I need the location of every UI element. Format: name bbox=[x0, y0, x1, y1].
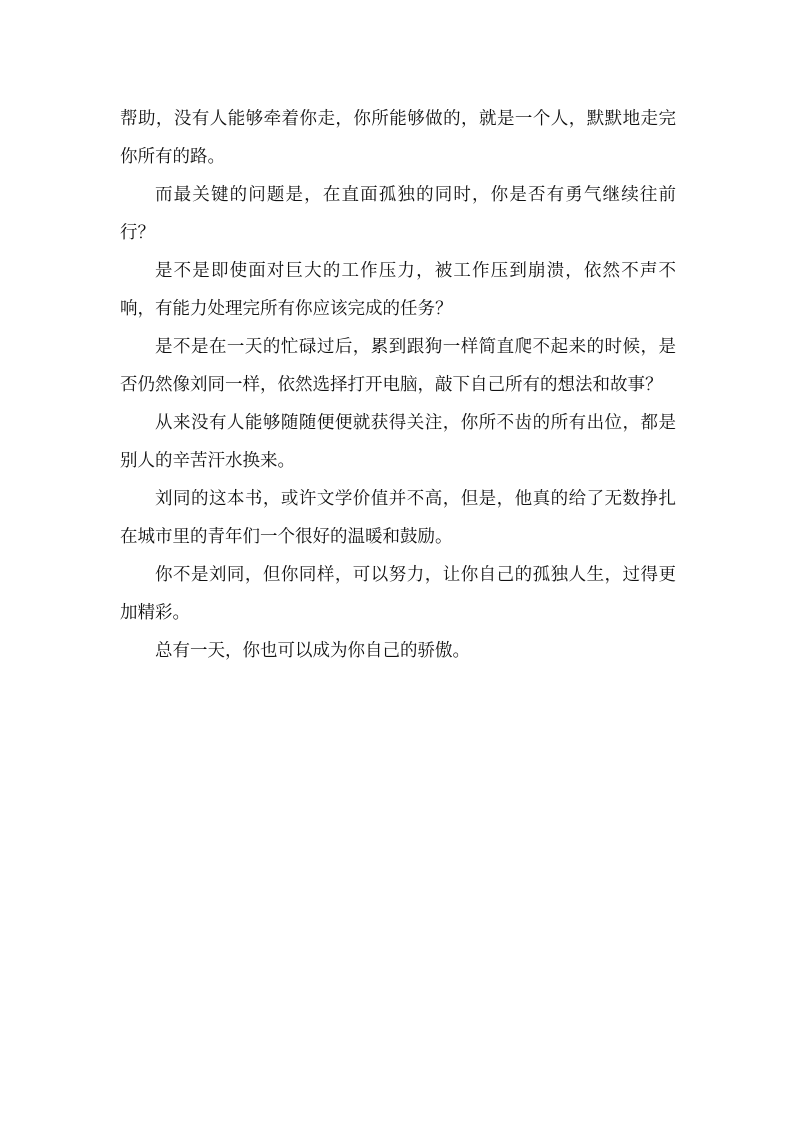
paragraph-closing: 总有一天，你也可以成为你自己的骄傲。 bbox=[155, 641, 470, 661]
document-body bbox=[120, 100, 676, 670]
paragraph: 刘同的这本书，或许文学价值并不高，但是，他真的给了无数挣扎在城市里的青年们一个很好的温暖和鼓励。 bbox=[120, 489, 676, 547]
paragraph: 你不是刘同，但你同样，可以努力，让你自己的孤独人生，过得更加精彩。 bbox=[120, 565, 676, 623]
paragraph-continued: 帮助，没有人能够牵着你走，你所能够做的，就是一个人，默默地走完你所有的路。 bbox=[120, 109, 676, 167]
paragraph: 是不是在一天的忙碌过后，累到跟狗一样简直爬不起来的时候，是否仍然像刘同一样，依然选择打开电脑，敲下自己所有的想法和故事？ bbox=[120, 337, 676, 395]
paragraph: 是不是即使面对巨大的工作压力，被工作压到崩溃，依然不声不响，有能力处理完所有你应该完成的任务？ bbox=[120, 261, 676, 319]
paragraph: 从来没有人能够随随便便就获得关注，你所不齿的所有出位，都是别人的辛苦汗水换来。 bbox=[120, 413, 676, 471]
paragraph: 而最关键的问题是，在直面孤独的同时，你是否有勇气继续往前行？ bbox=[120, 185, 676, 243]
